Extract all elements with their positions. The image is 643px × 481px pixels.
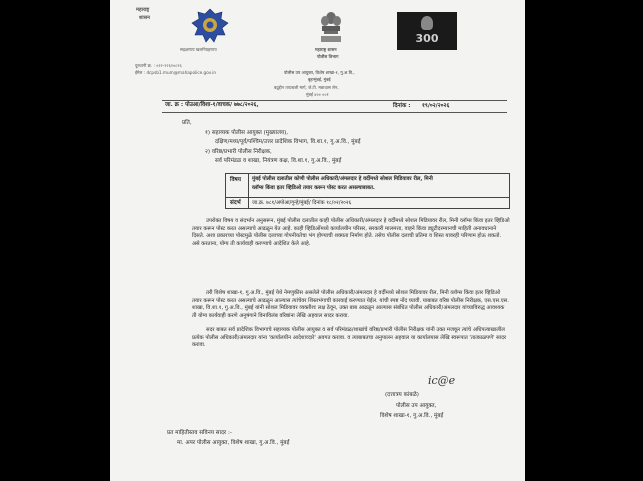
subject-box	[225, 173, 510, 209]
subject-line-2: व्लॉग्स किंवा इतर व्हिडिओ तयार करून पोस्ट करत असल्याबाबत.	[252, 185, 375, 191]
recipient-1-b: दक्षिण/मध्य/पूर्व/पश्चिम/उत्तर प्रादेशिक विभाग, वि.शा.१, गु.अ.वि., मुंबई	[215, 139, 361, 145]
center-title-2: पोलीस विभाग	[317, 54, 339, 59]
header-rule	[162, 100, 507, 101]
left-title-1: महाराष्ट्र	[136, 7, 150, 13]
office-line-1: पोलीस उप आयुक्त, विशेष शाखा-१, गु.अ.वि.,	[284, 70, 355, 75]
reference-label: संदर्भ	[230, 200, 241, 206]
paragraph-1: उपरोक्त विषय व संदर्भान अनुसरून, मुंबई पोलीस दलातील काही पोलीस अधिकारी/अंमलदार हे वर्दीमध्ये सोशल मिडियावर रील, मिनी व्लॉग्स किंवा इतर व्हिडिओ तयार करून पोस्ट करत असल्याचे आढळून येत आहे. काही व्हिडिओंमध्ये कार्यालयीन परिसर, सरकारी मालमत्ता, वाहने किंवा ड्युटीदरम्यानची माहिती अनावधानाने दिसते. अशा प्रकारच्या पोस्टमुळे पोलीस दलाच्या गोपनीयतेचा भंग होण्याची शक्यता निर्माण होते. तसेच पोलीस दलाची प्रतिमा व शिस्त यावरही परिणाम होऊ शकतो. असे करताना, योग्य ती कार्यवाही करण्याचे आदेशित केले आहे.	[192, 218, 510, 247]
paragraph-3: सदर बाबत सर्व प्रादेशिक विभागाचे सहाय्यक पोलीस आयुक्त व सर्व परिमंडळ/शाखांचे वरिष्ठ/प्रभारी पोलीस निरीक्षक यांनी उक्त मजकूर त्यांचे अधिपत्याखालील प्रत्येक पोलीस अधिकारी/अंमलदार यांना 'कार्यालयीन आदेशाव्दारे' अवगत करावा. व त्याबाबतचा अनुपालन अहवाल या कार्यालयास लेखि स्वरूपात 'तात्काळपणे' सादर करावा.	[192, 327, 507, 349]
date-label: दिनांक :	[393, 103, 411, 109]
paragraph-2: तरी विशेष शाखा-१, गु.अ.वि., मुंबई येथे नेमणुकीस असलेले पोलीस अधिकारी/अंमलदार हे वर्दीमध्ये सोशल मिडियावर रील, मिनी व्लॉग्स किंवा इतर व्हिडिओ तयार करून पोस्ट करत असल्याचे आढळून आल्यास त्यांचेवर शिस्तभंगाची कारवाई करण्यात येईल. यांची स्पष्ट नोंद घ्यावी. याबाबत वरिष्ठ पोलीस निरीक्षक, एस.एस.एस. शाखा, वि.शा.१, गु.अ.वि., मुंबई यांनी सोशल मिडियावर व्यक्तीशः लक्ष ठेवून, उक्त बाब आढळून आल्यास संबंधित पोलीस अधिकारी/अंमलदार यांच्याविरुद्ध आवश्यक ती योग्य कार्यवाही करणे अनुषंगाने विनाविलंब वरिष्ठांना लेखि अहवाल सादर करावा.	[192, 290, 509, 319]
date-value: १९/०२/२०२६	[422, 103, 450, 109]
copy-heading: प्रत माहितीस्तव सविनय सादर :-	[167, 430, 232, 436]
center-title-1: महाराष्ट्र शासन	[315, 47, 337, 52]
phone-line: दूरध्वनी क्र. : ०२२-२२६२०८२६	[135, 63, 182, 68]
signature-scribble: ic@e	[428, 374, 456, 387]
address-line-1: बद्रुद्दीन तय्यबजी मार्ग, जे.टी. मन्नाधास लेन,	[274, 85, 339, 90]
left-title-2: शासन	[139, 15, 150, 21]
left-motto: सद्रक्षणाय खलनिग्रहणाय	[180, 47, 217, 52]
statue-icon	[421, 16, 433, 30]
signatory-title-1: पोलीस उप आयुक्त,	[396, 403, 437, 409]
centenary-logo	[397, 12, 457, 50]
ref-rule	[162, 112, 507, 113]
centenary-number: 300	[415, 32, 439, 45]
letter-page	[110, 0, 525, 481]
recipient-2-a: २) वरिष्ठ/प्रभारी पोलीस निरीक्षक,	[205, 149, 272, 155]
signatory-name: (दत्तात्रय कांबळे)	[385, 392, 419, 398]
ashoka-emblem-icon	[318, 10, 344, 44]
subject-line-1: मुंबई पोलीस दलातील कोणी पोलीस अधिकारी/अंमलदार हे वर्दीमध्ये सोशल मिडियावर रील, मिनी	[252, 176, 433, 182]
recipient-2-b: सर्व परिमंडळ व शाखा, नियंत्रण कक्ष, वि.शा.१, गु.अ.वि., मुंबई	[215, 158, 342, 164]
copy-line: मा. अपर पोलीस आयुक्त, विशेष शाखा, गु.अ.वि., मुंबई	[177, 440, 290, 446]
office-line-2: बृहन्मुंबई, मुंबई	[308, 77, 331, 82]
subject-label: विषय	[230, 177, 242, 183]
recipient-1-a: १) सहाय्यक पोलीस आयुक्त (मुख्यालय),	[205, 130, 289, 136]
mumbai-police-badge-icon	[190, 8, 230, 44]
prati: प्रति,	[182, 120, 192, 126]
reference-text: जा.क्र. ७८१/अपोआ/गुन्हे/मुंबई/ दिनांक १८/०२/२०२६	[252, 200, 352, 206]
email-line: ईमेल : dcpsb1.mum@mahapolice.gov.in	[135, 70, 217, 75]
reference-number: जा. क्र : पोउआ/विशा-१/वाचक/ ७७८/२०२६,	[165, 102, 259, 108]
signatory-title-2: विशेष शाखा-१, गु.अ.वि., मुंबई	[380, 413, 444, 419]
address-line-2: मुंबई ४०० ००१	[306, 92, 329, 97]
